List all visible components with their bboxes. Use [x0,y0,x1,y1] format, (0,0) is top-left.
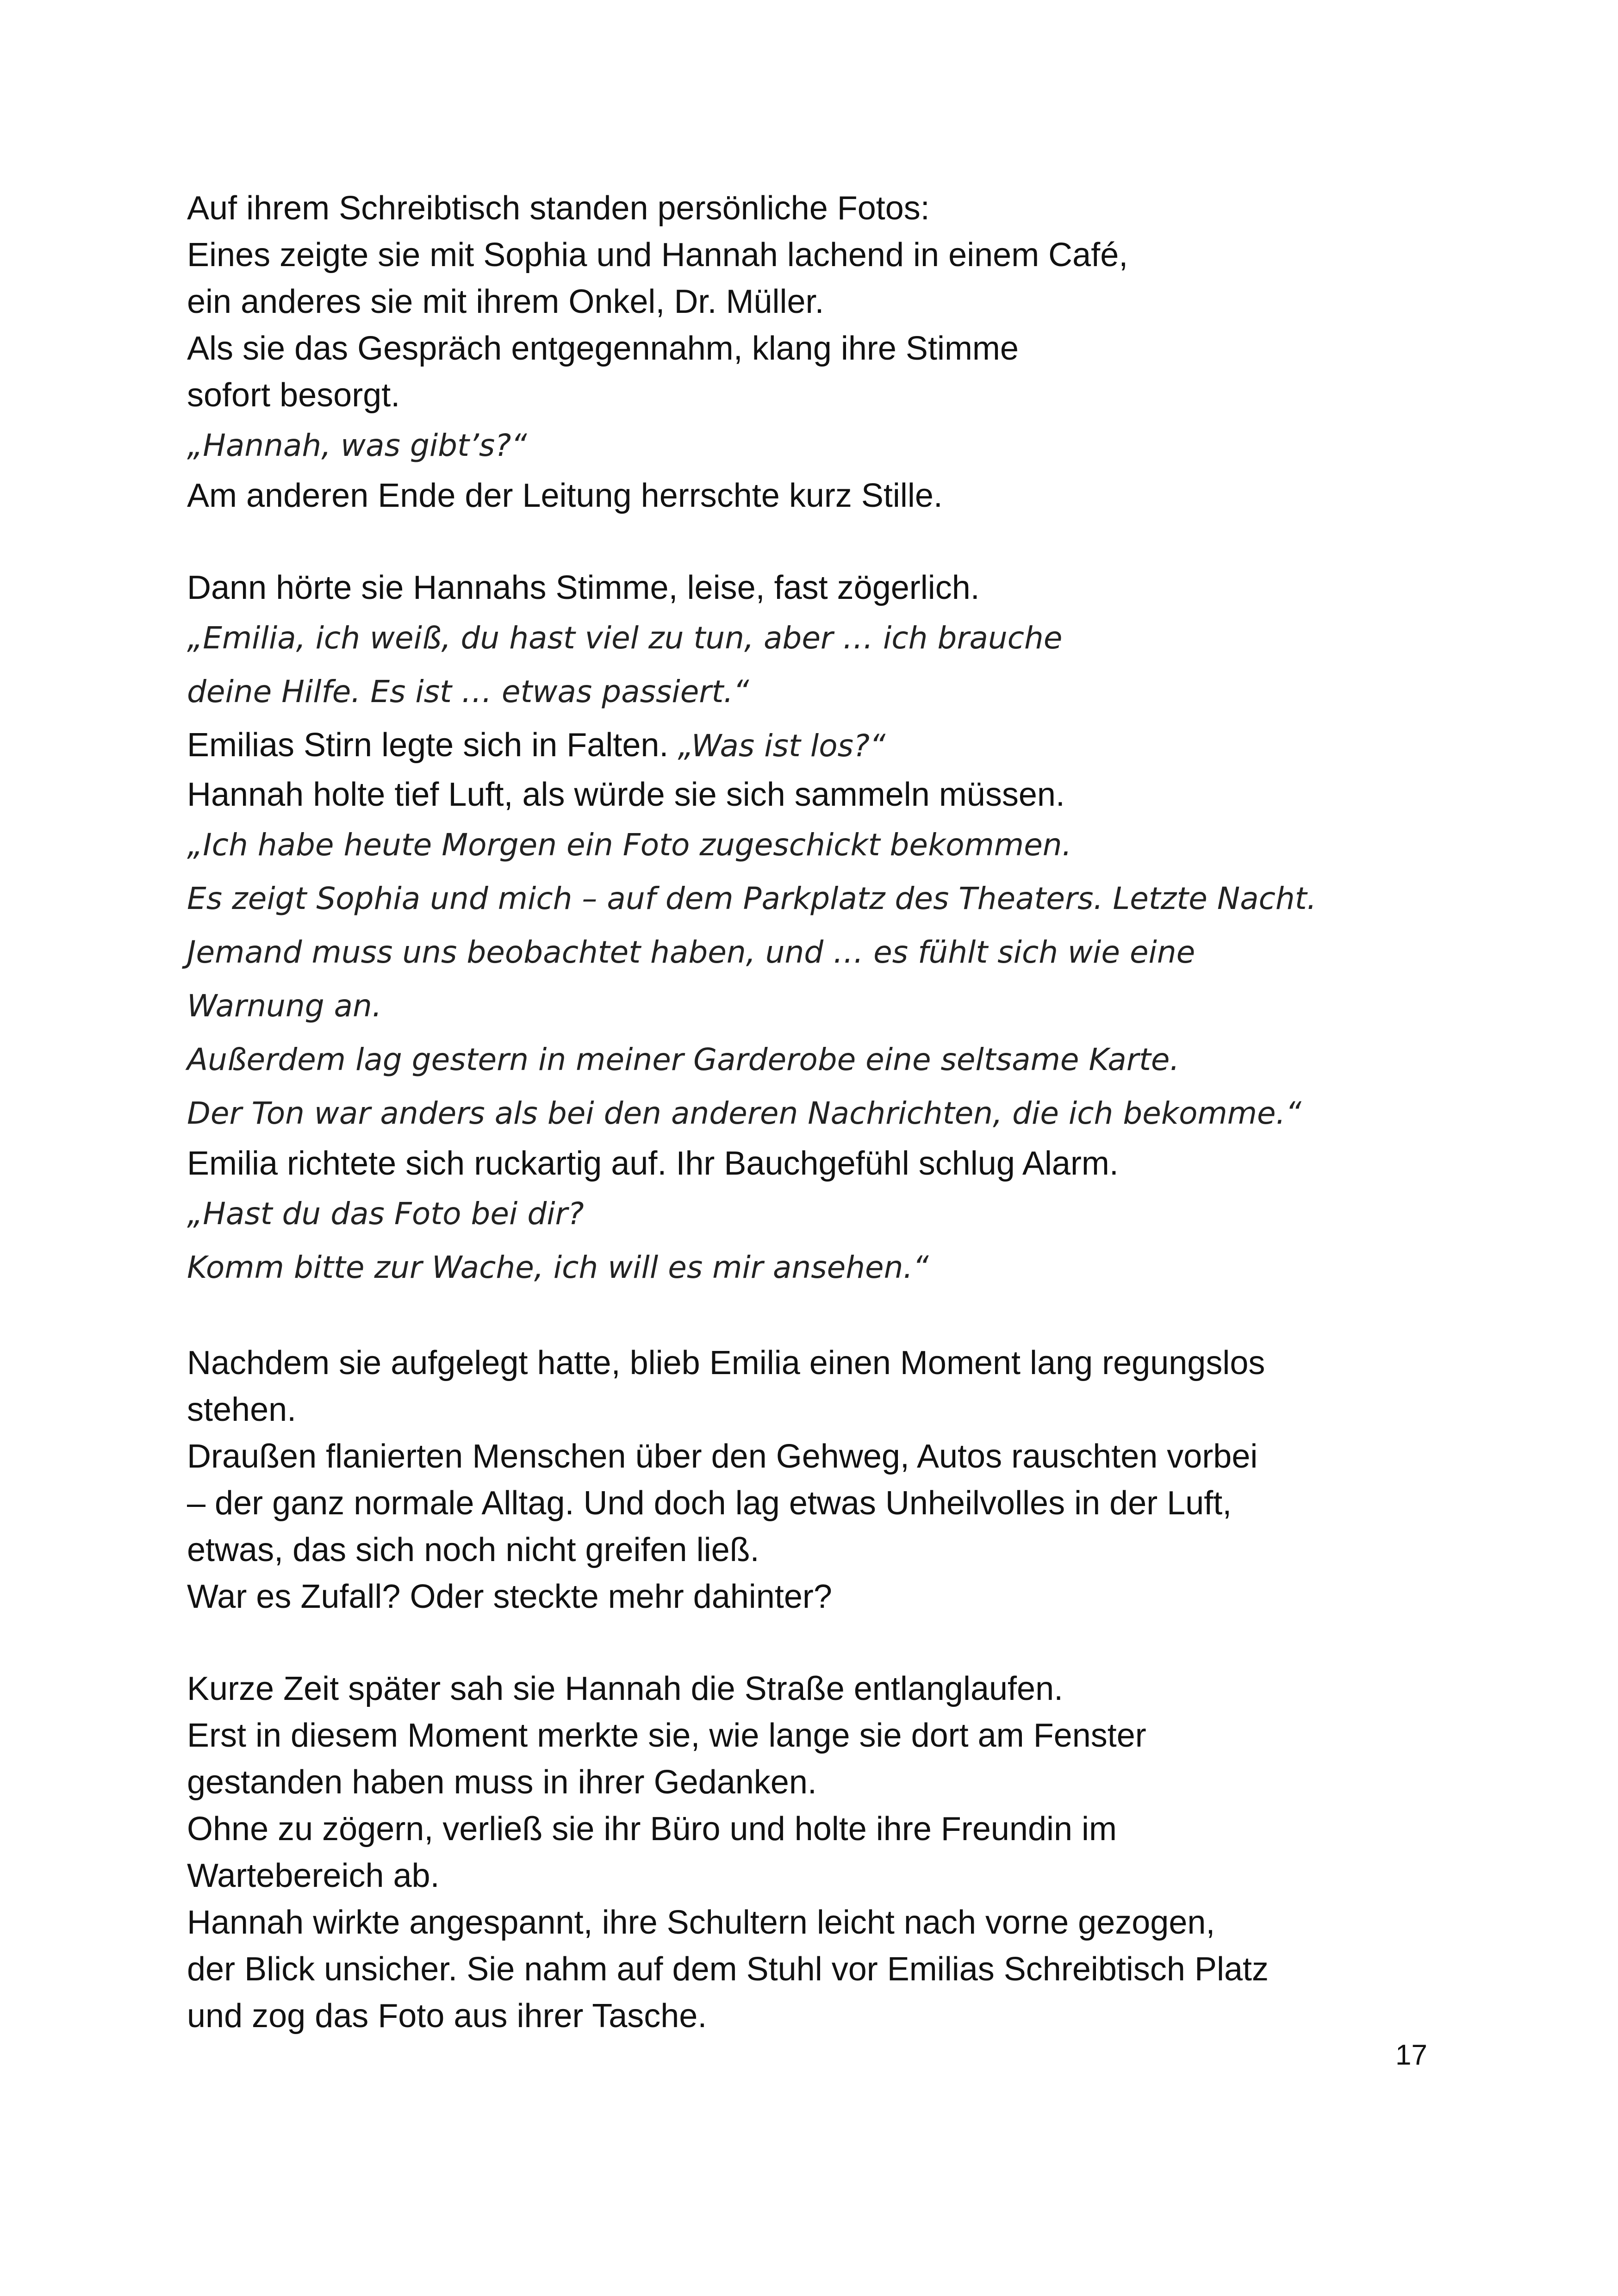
text-line: Dann hörte sie Hannahs Stimme, leise, fast zögerlich. [187,569,980,606]
dialogue-line: „Emilia, ich weiß, du hast viel zu tun, aber … ich brauche [187,620,1063,656]
text-line: Eines zeigte sie mit Sophia und Hannah lachend in einem Café, [187,236,1128,274]
text-line: der Blick unsicher. Sie nahm auf dem Stuhl vor Emilias Schreibtisch Platz [187,1951,1269,1988]
dialogue-line: „Hast du das Foto bei dir? [187,1196,584,1232]
text-line: Als sie das Gespräch entgegennahm, klang ihre Stimme [187,330,1019,367]
text-line: Auf ihrem Schreibtisch standen persönliche Fotos: [187,190,930,227]
text-line: War es Zufall? Oder steckte mehr dahinter? [187,1578,832,1615]
text-line: Erst in diesem Moment merkte sie, wie lange sie dort am Fenster [187,1717,1146,1754]
text-line: Hannah wirkte angespannt, ihre Schultern leicht nach vorne gezogen, [187,1904,1215,1941]
paragraph-gap [187,519,1464,565]
paragraph [187,185,1464,519]
dialogue-line: Komm bitte zur Wache, ich will es mir ansehen.“ [187,1250,929,1285]
text-line: Hannah holte tief Luft, als würde sie sich sammeln müssen. [187,776,1065,813]
paragraph [187,1666,1464,2040]
dialogue-line: Es zeigt Sophia und mich – auf dem Parkplatz des Theaters. Letzte Nacht. [187,881,1317,916]
dialogue-line: „Ich habe heute Morgen ein Foto zugeschickt bekommen. [187,827,1072,863]
paragraph [187,1340,1464,1620]
dialogue-line: „Hannah, was gibt’s?“ [187,428,527,463]
text-line: Ohne zu zögern, verließ sie ihr Büro und holte ihre Freundin im [187,1811,1117,1848]
text-line-regular: Emilias Stirn legte sich in Falten. [187,727,678,764]
paragraph-gap [187,1620,1464,1666]
text-line: – der ganz normale Alltag. Und doch lag etwas Unheilvolles in der Luft, [187,1485,1232,1522]
text-line: Kurze Zeit später sah sie Hannah die Straße entlanglaufen. [187,1670,1064,1707]
text-line: ein anderes sie mit ihrem Onkel, Dr. Müller. [187,283,824,320]
text-line: Am anderen Ende der Leitung herrschte kurz Stille. [187,477,943,514]
text-line: sofort besorgt. [187,377,400,414]
text-line-italic: „Was ist los?“ [678,728,886,764]
dialogue-line: Jemand muss uns beobachtet haben, und … es fühlt sich wie eine [187,934,1195,970]
text-line: Wartebereich ab. [187,1857,440,1894]
text-line: etwas, das sich noch nicht greifen ließ. [187,1531,759,1568]
text-line: Nachdem sie aufgelegt hatte, blieb Emilia einen Moment lang regungslos [187,1344,1265,1381]
text-line: gestanden haben muss in ihrer Gedanken. [187,1764,817,1801]
text-line: stehen. [187,1391,297,1428]
text-line [187,719,1464,772]
paragraph [187,565,1464,1294]
dialogue-line: Der Ton war anders als bei den anderen Nachrichten, die ich bekomme.“ [187,1095,1301,1131]
text-line: Draußen flanierten Menschen über den Gehweg, Autos rauschten vorbei [187,1438,1258,1475]
text-line: und zog das Foto aus ihrer Tasche. [187,1997,707,2035]
dialogue-line: deine Hilfe. Es ist … etwas passiert.“ [187,674,749,709]
page-number: 17 [1395,2039,1427,2071]
body-text [187,185,1464,2040]
paragraph-gap [187,1294,1464,1340]
dialogue-line: Außerdem lag gestern in meiner Garderobe eine seltsame Karte. [187,1042,1180,1077]
dialogue-line: Warnung an. [187,988,382,1024]
text-line: Emilia richtete sich ruckartig auf. Ihr Bauchgefühl schlug Alarm. [187,1145,1119,1182]
